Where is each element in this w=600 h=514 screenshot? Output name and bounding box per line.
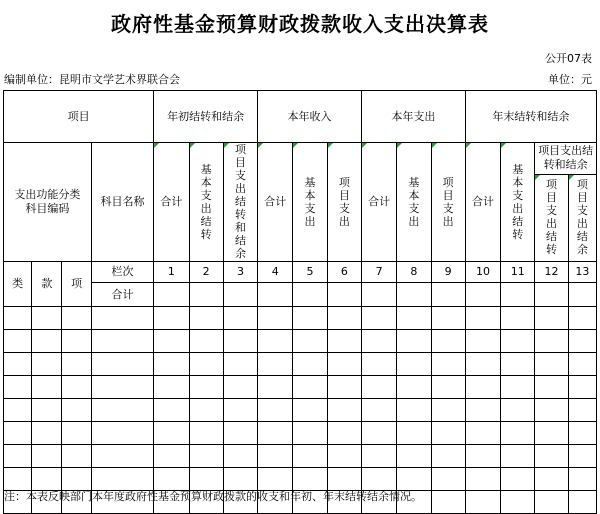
table-row (4, 422, 597, 445)
table-row (4, 376, 597, 399)
table-cell (223, 445, 257, 468)
table-cell (501, 307, 535, 330)
header-ending-project-carry (535, 174, 568, 261)
table-cell (535, 422, 568, 445)
table-cell (223, 399, 257, 422)
table-cell (431, 422, 465, 445)
table-cell (258, 376, 293, 399)
table-cell (154, 376, 189, 399)
table-cell (4, 422, 32, 445)
column-index-label: 栏次 (91, 262, 154, 283)
table-cell (4, 330, 32, 353)
header-ending-project-balance-sub-label: 项目支出结余 (576, 178, 588, 257)
table-cell (327, 399, 361, 422)
table-cell (293, 353, 327, 376)
table-cell (568, 445, 596, 468)
table-cell (535, 307, 568, 330)
table-cell (258, 330, 293, 353)
table-cell (32, 376, 62, 399)
column-number-1: 1 (154, 262, 189, 283)
header-beginning-project-label: 项目支出结转和结余 (234, 143, 246, 260)
table-cell (397, 422, 431, 445)
table-cell (32, 422, 62, 445)
table-cell (189, 283, 223, 307)
table-cell (32, 330, 62, 353)
table-cell (327, 422, 361, 445)
table-cell (431, 353, 465, 376)
header-annual-revenue: 本年收入 (258, 91, 362, 143)
header-section: 款 (32, 262, 62, 307)
header-expenditure-project-label: 项目支出 (442, 175, 454, 228)
table-row (4, 307, 597, 330)
table-cell (258, 445, 293, 468)
column-number-10: 10 (465, 262, 500, 283)
table-cell (501, 422, 535, 445)
table-cell (293, 376, 327, 399)
table-cell (465, 399, 500, 422)
table-cell (501, 491, 535, 514)
header-annual-expenditure: 本年支出 (361, 91, 465, 143)
table-cell (327, 353, 361, 376)
column-number-6: 6 (327, 262, 361, 283)
table-cell (62, 445, 91, 468)
page-title: 政府性基金预算财政拨款收入支出决算表 (111, 12, 489, 36)
header-revenue-basic (293, 143, 327, 262)
table-cell (62, 376, 91, 399)
table-cell (361, 307, 396, 330)
header-ending-project-balance: 项目支出结转和结余 (535, 143, 597, 175)
table-cell (189, 445, 223, 468)
header-revenue-total: 合计 (258, 143, 293, 262)
table-cell (32, 307, 62, 330)
table-cell (465, 283, 500, 307)
table-cell (223, 283, 257, 307)
table-cell (62, 330, 91, 353)
table-cell (361, 445, 396, 468)
table-cell (535, 399, 568, 422)
header-ending-project-carry-label: 项目支出结转 (546, 178, 558, 257)
table-cell (189, 376, 223, 399)
table-cell (397, 353, 431, 376)
table-cell (568, 330, 596, 353)
table-cell (189, 330, 223, 353)
table-cell (501, 283, 535, 307)
table-cell (361, 330, 396, 353)
column-number-4: 4 (258, 262, 293, 283)
table-cell (62, 353, 91, 376)
reporting-unit: 编制单位：昆明市文学艺术界联合会 (4, 73, 180, 86)
header-expenditure-total: 合计 (361, 143, 396, 262)
table-number: 公开07表 (545, 52, 592, 65)
header-ending-project-balance-sub (568, 174, 596, 261)
table-cell (327, 445, 361, 468)
table-cell (4, 399, 32, 422)
table-cell (91, 422, 154, 445)
table-cell (32, 399, 62, 422)
table-cell (154, 307, 189, 330)
table-cell (431, 445, 465, 468)
table-cell (431, 307, 465, 330)
column-number-7: 7 (361, 262, 396, 283)
table-cell (431, 468, 465, 491)
table-cell (293, 422, 327, 445)
table-cell (361, 399, 396, 422)
header-category: 类 (4, 262, 32, 307)
table-cell (535, 491, 568, 514)
table-cell (535, 283, 568, 307)
table-cell (431, 491, 465, 514)
table-cell (223, 422, 257, 445)
column-number-9: 9 (431, 262, 465, 283)
table-cell (258, 422, 293, 445)
column-number-5: 5 (293, 262, 327, 283)
table-cell (361, 283, 396, 307)
table-cell (465, 307, 500, 330)
table-cell (397, 376, 431, 399)
table-cell (154, 283, 189, 307)
table-row (4, 399, 597, 422)
header-item: 项目 (4, 91, 154, 143)
footnote: 注：本表反映部门本年度政府性基金预算财政拨款的收支和年初、年末结转结余情况。 (4, 490, 422, 503)
table-cell (397, 307, 431, 330)
table-cell (361, 353, 396, 376)
table-cell (154, 422, 189, 445)
table-cell (501, 399, 535, 422)
table-cell (154, 330, 189, 353)
table-cell (223, 376, 257, 399)
table-cell (293, 307, 327, 330)
table-cell (465, 445, 500, 468)
table-cell (32, 445, 62, 468)
table-cell (397, 399, 431, 422)
table-cell (293, 445, 327, 468)
table-cell (91, 307, 154, 330)
table-cell (465, 491, 500, 514)
header-ending-balance: 年末结转和结余 (465, 91, 596, 143)
table-cell (32, 353, 62, 376)
column-number-8: 8 (397, 262, 431, 283)
header-revenue-project-label: 项目支出 (338, 175, 350, 228)
table-cell (431, 399, 465, 422)
table-cell (431, 376, 465, 399)
table-cell (535, 353, 568, 376)
table-cell (465, 468, 500, 491)
header-beginning-basic (189, 143, 223, 262)
table-row (4, 353, 597, 376)
header-beginning-balance: 年初结转和结余 (154, 91, 258, 143)
column-number-11: 11 (501, 262, 535, 283)
table-cell (91, 376, 154, 399)
table-cell (568, 307, 596, 330)
table-cell (258, 307, 293, 330)
table-row (4, 330, 597, 353)
table-cell (258, 399, 293, 422)
table-cell (154, 445, 189, 468)
table-cell (397, 445, 431, 468)
table-cell (431, 330, 465, 353)
table-cell (361, 422, 396, 445)
table-cell (258, 353, 293, 376)
table-cell (91, 353, 154, 376)
header-revenue-project (327, 143, 361, 262)
table-cell (397, 283, 431, 307)
header-beginning-project (223, 143, 257, 262)
table-cell (465, 353, 500, 376)
table-cell (501, 468, 535, 491)
table-cell (361, 376, 396, 399)
header-expenditure-project (431, 143, 465, 262)
table-cell (62, 422, 91, 445)
header-beginning-total: 合计 (154, 143, 189, 262)
table-cell (189, 399, 223, 422)
table-cell (465, 376, 500, 399)
table-cell (327, 283, 361, 307)
table-cell (568, 353, 596, 376)
table-cell (535, 376, 568, 399)
table-cell (91, 330, 154, 353)
table-cell (397, 330, 431, 353)
header-function-code-line1: 支出功能分类 (14, 188, 81, 201)
table-cell (535, 468, 568, 491)
column-number-2: 2 (189, 262, 223, 283)
table-cell (223, 330, 257, 353)
table-cell (4, 445, 32, 468)
table-cell (293, 330, 327, 353)
table-cell (223, 353, 257, 376)
table-cell (4, 307, 32, 330)
table-cell (154, 399, 189, 422)
table-cell (327, 307, 361, 330)
header-subsection: 项 (62, 262, 91, 307)
table-cell (258, 283, 293, 307)
table-cell (568, 468, 596, 491)
column-number-12: 12 (535, 262, 568, 283)
column-number-3: 3 (223, 262, 257, 283)
table-cell (465, 422, 500, 445)
table-cell (189, 307, 223, 330)
total-row-label: 合计 (91, 283, 154, 307)
table-cell (91, 445, 154, 468)
table-cell (327, 330, 361, 353)
empty-rows (4, 307, 597, 514)
table-cell (154, 353, 189, 376)
header-function-code (4, 143, 92, 262)
table-cell (293, 399, 327, 422)
table-cell (189, 422, 223, 445)
header-ending-basic-label: 基本支出结转 (512, 162, 524, 241)
table-cell (568, 422, 596, 445)
table-cell (568, 491, 596, 514)
table-cell (4, 353, 32, 376)
table-cell (223, 307, 257, 330)
table-cell (568, 376, 596, 399)
table-cell (327, 376, 361, 399)
header-ending-basic (501, 143, 535, 262)
column-number-13: 13 (568, 262, 596, 283)
table-cell (431, 283, 465, 307)
table-cell (4, 376, 32, 399)
header-subject-name: 科目名称 (91, 143, 154, 262)
header-ending-total: 合计 (465, 143, 500, 262)
table-cell (535, 445, 568, 468)
table-cell (501, 376, 535, 399)
table-cell (568, 399, 596, 422)
budget-table (3, 90, 597, 514)
header-expenditure-basic (397, 143, 431, 262)
header-revenue-basic-label: 基本支出 (304, 175, 316, 228)
table-cell (501, 445, 535, 468)
table-cell (62, 399, 91, 422)
table-cell (535, 330, 568, 353)
table-cell (62, 307, 91, 330)
header-expenditure-basic-label: 基本支出 (408, 175, 420, 228)
table-row (4, 445, 597, 468)
table-cell (501, 353, 535, 376)
table-cell (501, 330, 535, 353)
table-cell (568, 283, 596, 307)
table-cell (465, 330, 500, 353)
table-cell (91, 399, 154, 422)
table-cell (189, 353, 223, 376)
header-beginning-basic-label: 基本支出结转 (200, 162, 212, 241)
table-cell (293, 283, 327, 307)
currency-unit: 单位：元 (548, 73, 592, 86)
header-function-code-line2: 科目编码 (25, 202, 70, 215)
